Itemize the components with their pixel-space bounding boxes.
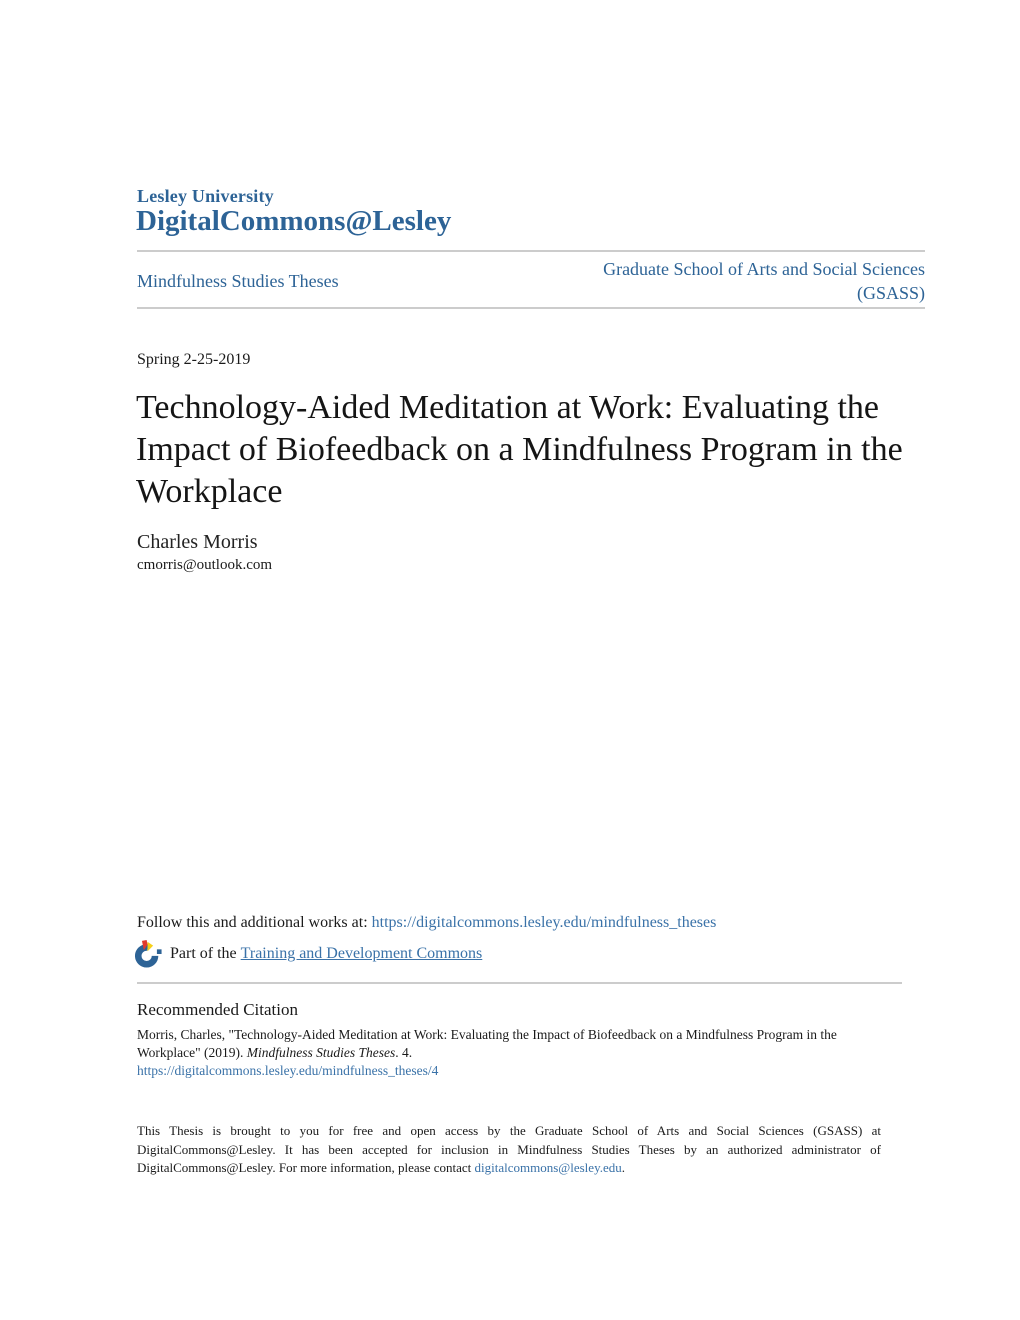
citation-text-end: . 4. — [395, 1045, 413, 1060]
header-divider-bottom — [137, 307, 925, 309]
author-email: cmorris@outlook.com — [137, 557, 273, 573]
part-of-line — [135, 940, 923, 968]
repository-title: DigitalCommons@Lesley — [136, 205, 452, 237]
recommended-citation-heading: Recommended Citation — [137, 1000, 298, 1019]
digital-commons-network-icon — [135, 940, 162, 968]
school-name — [603, 257, 925, 305]
publication-date: Spring 2-25-2019 — [137, 351, 251, 368]
author-name: Charles Morris — [137, 531, 258, 553]
access-statement-text: This Thesis is brought to you for free and open access by the Graduate School of Arts and Social Sciences (GSASS) at DigitalCommons@Lesley. It has been accepted for inclusion in Mindfulness Studies Theses by an authorized administrator of DigitalCommons@Lesley. For more information, please contact — [137, 1123, 881, 1175]
citation-divider — [137, 982, 902, 984]
part-of-label: Part of the — [170, 945, 237, 962]
collection-link[interactable]: Mindfulness Studies Theses — [137, 270, 339, 291]
collection-url-link[interactable]: https://digitalcommons.lesley.edu/mindfulness_theses — [371, 914, 717, 931]
header-divider-top — [137, 250, 925, 252]
contact-email-link[interactable]: digitalcommons@lesley.edu — [474, 1160, 622, 1175]
follow-works-label: Follow this and additional works at: — [137, 914, 372, 931]
access-statement — [137, 1122, 881, 1178]
institution-name: Lesley University — [137, 186, 274, 206]
thesis-title: Technology-Aided Meditation at Work: Evaluating the Impact of Biofeedback on a Mindfulness Program in the Workplace — [136, 389, 903, 510]
school-name-line1: Graduate School of Arts and Social Sciences — [603, 259, 925, 279]
series-header-row — [137, 257, 925, 305]
school-name-line2: (GSASS) — [856, 283, 925, 303]
citation-text-start: Morris, Charles, "Technology-Aided Meditation at Work: Evaluating the Impact of Biofeedback on a Mindfulness Program in the Workplace" (2019). — [137, 1027, 837, 1060]
commons-category-link[interactable]: Training and Development Commons — [240, 945, 483, 962]
access-statement-period: . — [621, 1160, 625, 1175]
recommended-citation-text — [137, 1026, 877, 1080]
citation-url-link[interactable]: https://digitalcommons.lesley.edu/mindfulness_theses/4 — [137, 1063, 439, 1078]
citation-series-italic: Mindfulness Studies Theses — [246, 1045, 396, 1060]
follow-works-line — [137, 914, 925, 932]
